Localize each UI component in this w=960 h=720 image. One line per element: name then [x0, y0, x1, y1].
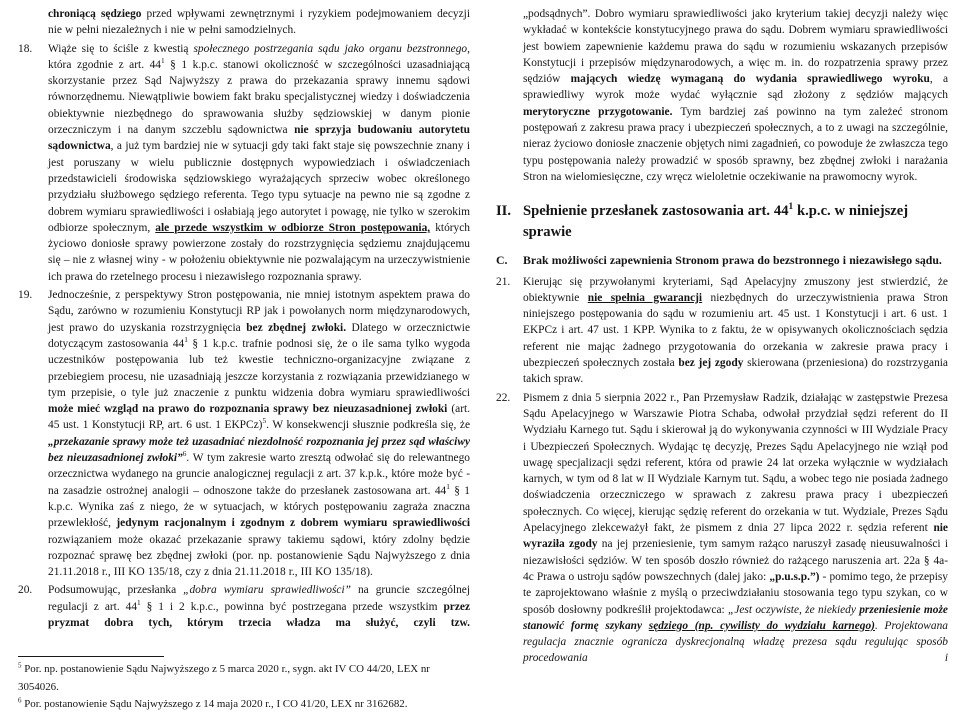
text-segment: 5	[18, 661, 22, 670]
paragraph-continuation	[18, 6, 470, 39]
subsection-heading-text	[523, 252, 948, 268]
paragraph-body	[48, 6, 470, 39]
paragraph-body	[48, 41, 470, 285]
text-segment: 6	[18, 696, 22, 705]
text-segment: Dlatego w orzecznictwie dotyczącym zastosowania 44	[48, 321, 471, 350]
text-segment: Por. np. postanowienie Sądu Najwyższego z 5 marca 2020 r., sygn. akt IV CO 44/20, LEX nr 3054026.	[18, 663, 430, 693]
text-segment: § 1 i 2 k.p.c., powinna być postrzegana przede wszystkim	[140, 600, 444, 613]
section-heading-text	[523, 201, 948, 243]
text-segment: merytoryczne przygotowanie.	[523, 105, 673, 118]
text-segment: na jej przeniesienie, tym samym rażąco naruszył zasadę nieusuwalności i niezawisłości sędziów. W ten sposób doszło również do rażącego naruszenia art. 22a § 4a-4c Prawa o ustroju sądów powszechnych (dalej jako:	[523, 538, 949, 583]
paragraph-number: 20.	[18, 584, 33, 597]
text-segment: Wiąże się to ściśle z kwestią	[48, 42, 194, 55]
text-segment: (art. 45 ust. 1 Konstytucji RP, art. 6 ust. 1 EKPCz)	[48, 403, 471, 432]
text-segment: . Projektowana regulacja znacznie ogranicza dyskrecjonalną władzę prezesa sądu regulując sposób procedowania i	[523, 619, 948, 665]
text-segment: Tym bardziej zaś powinno na tym zależeć stronom postępowań z zakresu prawa pracy i ubezpieczeń społecznych, a to z uwagi na szczególnie, nieraz życiowo doniosłe znaczenie objętych nimi zagadnień, co powoduje że zwłaszcza tego typu postępowania należy prowadzić w sposób sprawny, bez zbędnej zwłoki i narażania Stron na wielomiesięczne, czy wręcz wieloletnie oczekiwanie na prawomocny wyrok.	[523, 105, 948, 183]
text-segment: § 1 k.p.c. Wynika zaś z niego, że w sytuacjach, w których postępowaniu zagraża znaczna przewlekłość,	[48, 484, 470, 530]
text-segment: Kierując się przywołanymi kryteriami, Sąd Apelacyjny zmuszony jest stwierdzić, że obiektywnie	[523, 275, 948, 304]
text-segment: 1	[160, 57, 165, 66]
section-heading-2	[496, 201, 948, 243]
paragraph-number: 19.	[18, 289, 33, 302]
text-segment: „przekazanie sprawy może też uzasadniać niezdolność rozpoznania jej przez sąd właściwy bez nieuzasadnionej zwłoki”	[48, 435, 470, 465]
text-segment: k.p.c. w niniejszej sprawie	[523, 203, 909, 241]
paragraph-number	[496, 6, 523, 185]
text-segment: może mieć wzgląd na prawo do rozpoznania sprawy bez nieuzasadnionej zwłoki	[48, 403, 448, 416]
text-segment: których życiowo doniosłe sprawy powierzone zostały do rozstrzygnięcia sędziemu znajdującemu się – nie z własnej winy - w położeniu obiektywnie nie pozwalającym na urzeczywistnienie ich prawa do rzetelnego procesu i niezawisłego rozpoznania sprawy.	[48, 221, 471, 283]
right-column	[496, 6, 948, 669]
text-segment: , która zgodnie z art. 44	[48, 42, 470, 71]
text-segment: Jednocześnie, z perspektywy Stron postępowania, nie mniej istotnym aspektem prawa do Sądu, zarówno w rozumieniu Konstytucji RP jak i powołanych norm międzynarodowych, jest prawo do uzyskania rozstrzygnięcia	[48, 289, 470, 334]
text-segment: rozwiązaniem może okazać przekazanie sprawy takiemu sądowi, który zdolny będzie rozpoznać sprawę bez zbędnej zwłoki (por. np. postanowienie Sądu Najwyższego z dnia 21.11.2018 r., III KO 135/18, czy z dnia 21.11.2018 r., III KO 135/18).	[48, 533, 470, 579]
text-segment: 1	[788, 202, 794, 213]
text-segment: 5	[262, 417, 267, 426]
text-segment: 6	[182, 450, 187, 459]
paragraph-continuation	[496, 6, 948, 185]
footnote-divider	[18, 656, 164, 657]
text-segment: społecznego postrzegania sądu jako organu bezstronnego	[193, 42, 468, 55]
text-segment: . W konsekwencji słusznie podkreśla się, że	[266, 419, 470, 432]
text-segment: jedynym racjonalnym i zgodnym z dobrem wymiaru sprawiedliwości	[116, 517, 470, 530]
text-segment: „Jest oczywiste, że niekiedy	[727, 603, 860, 616]
text-segment: ale przede wszystkim w odbiorze Stron postępowania,	[155, 221, 431, 234]
text-segment: 1	[184, 336, 188, 345]
text-segment: § 1 k.p.c. trafnie podnosi się, że o ile sama tylko wygoda uczestników postępowania lub też kwestie techniczno-organizacyjne związane z przebiegiem procesu, nie uzasadniają jeszcze korzystania z rozwiązania przewidzianego w tym przepisie, o tyle już znaczenie z punktu widzenia dobra wymiaru sprawiedliwości	[48, 337, 470, 399]
paragraph-18	[18, 41, 470, 285]
text-segment: nie wyraziła zgody	[523, 522, 948, 551]
text-segment: bez jej zgody	[678, 357, 744, 370]
paragraph-22	[496, 390, 948, 667]
text-segment: „p.u.s.p.”)	[769, 570, 820, 583]
paragraph-body	[523, 274, 948, 388]
text-segment: nie sprzyja budowaniu autorytetu sądownictwa	[48, 124, 470, 153]
text-segment: Por. postanowienie Sądu Najwyższego z 14 maja 2020 r., I CO 41/20, LEX nr 3162682.	[21, 698, 408, 710]
paragraph-body	[48, 582, 470, 631]
footnote-5	[18, 661, 460, 696]
text-segment: 1	[446, 482, 450, 491]
paragraph-body	[523, 390, 948, 667]
text-segment: § 1 k.p.c. stanowi okoliczność w szczególności uzasadniającą skorzystanie przez Sąd Najwyższy z prawa do przekazania sprawy innemu sądowi równorzędnemu. Niewątpliwie bowiem fakt braku specjalistycznej wiedzy i doświadczenia obiektywnie niezbędnego do sprawowania służby sędziowskiej w danym pionie orzeczniczym i na danym szczeblu sądownictwa	[48, 58, 470, 137]
text-segment: bez zbędnej zwłoki.	[246, 321, 347, 334]
paragraph-number: 21.	[496, 275, 511, 288]
text-segment: nie spełnia gwarancji	[587, 291, 703, 304]
text-segment: , a już tym bardziej nie w sytuacji gdy taki fakt staje się powszechnie znany i jest poruszany w wielu publicznie dostępnych wypowiedziach i oświadczeniach przedstawicieli środowiska sędziowskiego wyrażających sprzeciw wobec określonego przydziału służbowego sędziego referenta. Tego typu sytuacje na pewno nie są zgodne z dobrem wymiaru sprawiedliwości i osłabiają jego autorytet i powagę, nie tylko w szerokim odbiorze społecznym,	[48, 140, 470, 234]
paragraph-21	[496, 274, 948, 388]
text-segment: „podsądnych”. Dobro wymiaru sprawiedliwości jako kryterium takiej decyzji należy więc wykładać w kontekście konstytucyjnego prawa do sądu. Dobrem wymiaru sprawiedliwości jest bowiem zapewnienie każdemu prawa do sądu w rozumieniu wskazanych przepisów Konstytucji i przepisów międzynarodowych, a więc m. in. do rozpatrzenia sprawy przez sędziów	[523, 8, 948, 86]
text-segment: . W tym zakresie warto zresztą odwołać się do relewantnego orzecznictwa wydanego na gruncie analogicznej regulacji z art. 37 k.p.k., które może być - na zasadzie ostrożnej analogii – odnoszone także do przesłanek zastosowana art. 44	[48, 452, 470, 497]
text-segment: sędziego (np. cywilisty do wydziału karnego)	[648, 619, 875, 632]
text-segment: przed wpływami zewnętrznymi i ryzykiem podejmowaniem decyzji nie w pełni niezależnych i nie w pełni samodzielnych.	[48, 8, 470, 37]
text-segment: przeniesienie może stanowić formę szykany	[523, 603, 948, 632]
paragraph-number: 18.	[18, 42, 33, 55]
text-segment: Podsumowując, przesłanka	[48, 584, 184, 597]
text-segment: skierowana (przeniesiona) do rozstrzygania takich spraw.	[523, 357, 948, 386]
text-segment: Brak możliwości zapewnienia Stronom prawa do bezstronnego i niezawisłego sądu.	[523, 253, 942, 268]
section-number: II.	[496, 203, 512, 220]
paragraph-number: 22.	[496, 391, 511, 404]
text-segment: Pismem z dnia 5 sierpnia 2022 r., Pan Przemysław Radzik, działając w zastępstwie Prezesa Sądu Apelacyjnego w Warszawie Piotra Schaba, odwołał przydział sędzi referent do II Wydziału Karnego tut. Sądu i skierował ją do wykonywania czynności w III Wydziale Pracy i Ubezpieczeń Społecznych. Wydając tę decyzję, Prezes Sądu Apelacyjnego nie wziął pod uwagę specjalizacji sędzi referent, która od prawie 24 lat orzeka wyłącznie w wydziałach karnych, w tym od 8 lat w II Wydziale Karnym tut. Sądu, a wobec tego nie posiada żadnego doświadczenia orzeczniczego w sprawach z zakresu prawa pracy i ubezpieczeń społecznych. Co więcej, kierując sędzię referent do orzekania w tut. Wydziale, Prezes Sądu Apelacyjnego zlekceważył fakt, że pismem z dnia 27 lipca 2022 r. sędzia referent	[523, 391, 948, 535]
text-segment: przez pryzmat dobra tych, którym trzecia władza ma służyć, czyli tzw.	[48, 600, 470, 629]
footnote-6	[18, 696, 460, 714]
subsection-letter: C.	[496, 253, 508, 268]
text-segment: 1	[137, 598, 141, 607]
paragraph-20	[18, 582, 470, 631]
paragraph-body	[523, 6, 948, 185]
paragraph-19	[18, 287, 470, 580]
text-segment: na gruncie szczególnej regulacji z art. 44	[48, 584, 470, 613]
footnotes-section	[18, 656, 460, 714]
text-segment: - pomimo tego, że przepisy te zaprojektowano właśnie z myślą o przeciwdziałaniu stosowania tego typu szykan, co w sposób dosłowny podkreślił projektodawca:	[523, 570, 948, 616]
text-segment: mających wiedzę wymaganą do wydania sprawiedliwego wyroku	[570, 73, 930, 86]
text-segment: , a sprawiedliwy wyrok może wydać wyłącznie sąd złożony z sędziów mających	[523, 73, 949, 102]
left-column	[18, 6, 470, 633]
paragraph-body	[48, 287, 470, 580]
text-segment: niezbędnych do urzeczywistnienia prawa Stron niniejszego postępowania do sądu w rozumieniu art. 45 ust. 1 Konstytucji i art. 6 ust. 1 EKPCz i art. 47 ust. 1 KPP. Wynika to z faktu, że w opisywanych okolicznościach sędzia referent nie mając żadnego przygotowania do orzekania w zakresie prawa pracy i ubezpieczeń społecznych została	[523, 291, 948, 370]
text-segment: Spełnienie przesłanek zastosowania art. 44	[523, 203, 789, 220]
subsection-heading-c	[496, 252, 948, 268]
text-segment: „dobra wymiaru sprawiedliwości”	[183, 584, 351, 597]
paragraph-number	[18, 6, 48, 39]
text-segment: chroniącą sędziego	[48, 8, 142, 20]
